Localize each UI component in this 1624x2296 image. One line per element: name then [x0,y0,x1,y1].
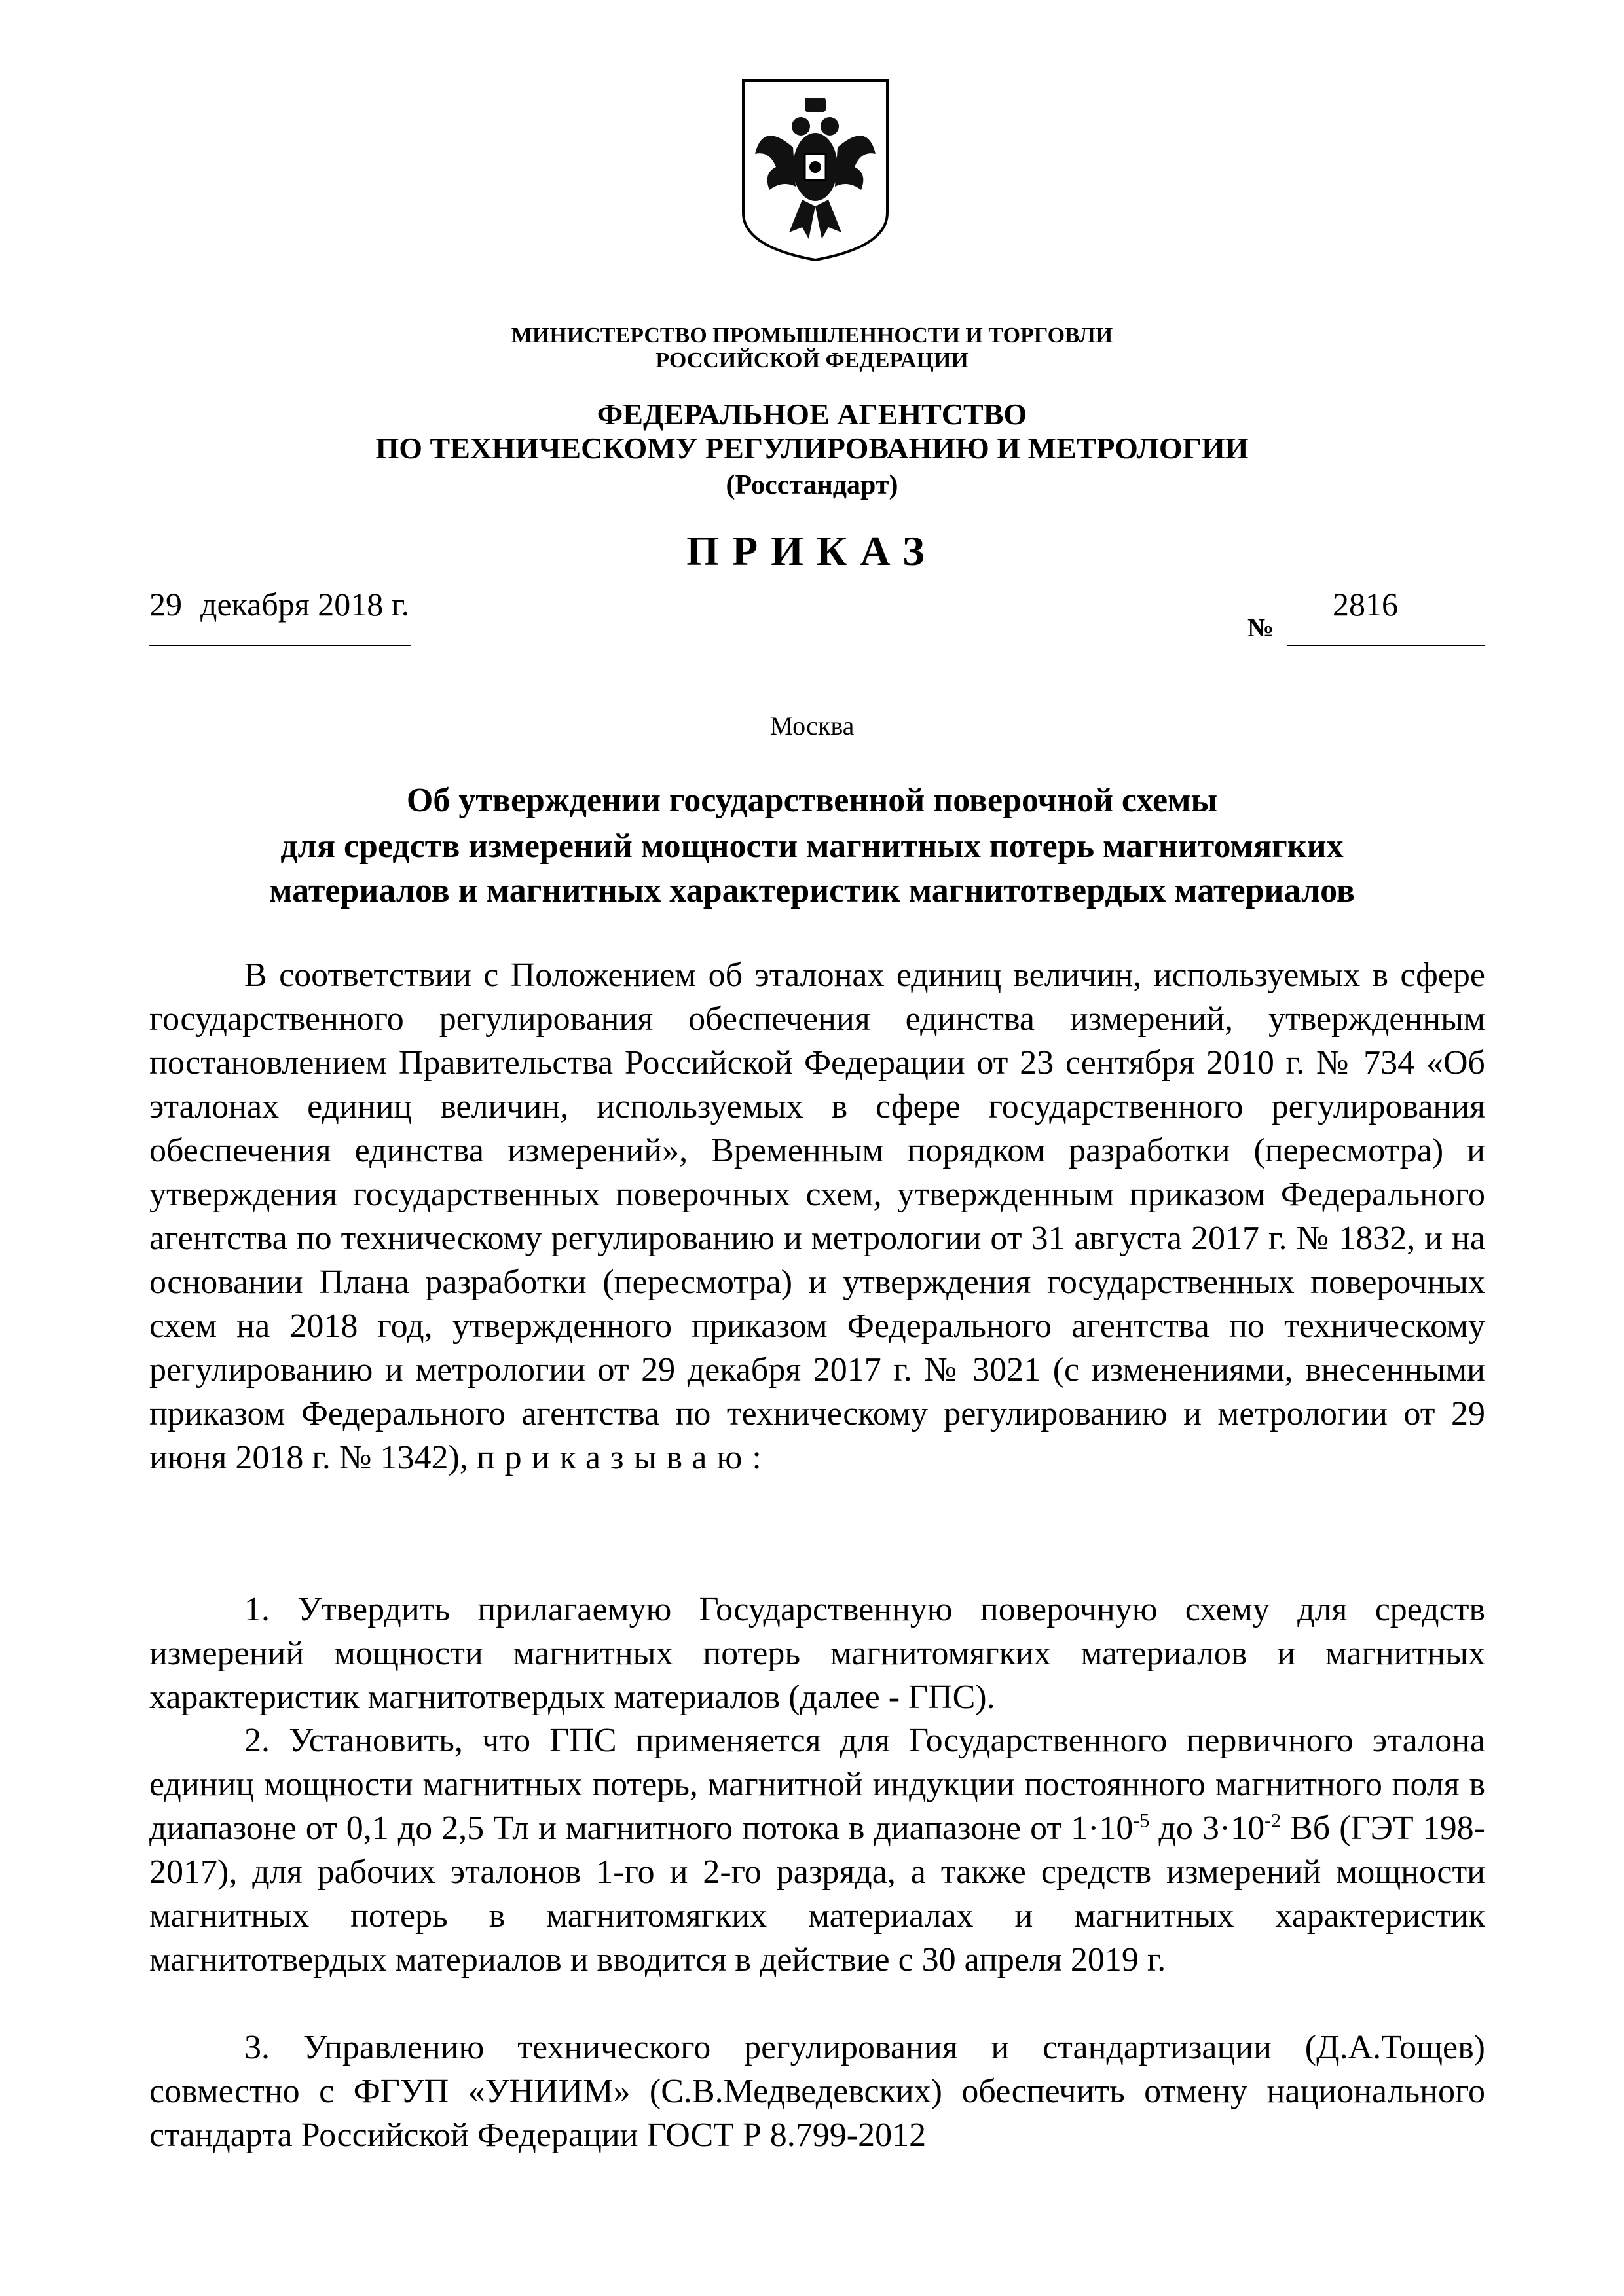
clause-3-text: 3. Управлению технического регулирования и стандартизации (Д.А.Тощев) совместно с ФГУП «УНИИМ» (С.В.Медведевских) обеспечить отмену национального стандарта Российской Федерации ГОСТ Р 8.799-2012 [149,2029,1485,2154]
clause-2-text-b: до 3·10 [1149,1810,1265,1847]
preamble-paragraph [149,953,1485,1480]
date-underline [149,645,411,646]
order-number: 2816 [1333,586,1398,623]
order-title-line3: материалов и магнитных характеристик магнитотвердых материалов [269,872,1355,909]
order-title-line2: для средств измерений мощности магнитных потерь магнитомягких [280,828,1344,865]
clause-2-text-a: 2. Установить, что ГПС применяется для Государственного первичного эталона единиц мощности магнитных потерь, магнитной индукции постоянного магнитного поля в диапазоне от 0,1 до 2,5 Тл и магнитного потока в диапазоне от 1·10 [149,1722,1485,1847]
coat-of-arms-emblem [737,75,894,265]
number-sign: № [1247,613,1274,642]
number-underline [1287,645,1485,646]
ministry-name-line2: РОССИЙСКОЙ ФЕДЕРАЦИИ [655,348,969,373]
clause-1-paragraph [149,1588,1485,1719]
clause-2-paragraph [149,1719,1485,1982]
document-type: ПРИКАЗ [686,528,938,574]
clause-2-exponent-2: -2 [1264,1810,1282,1832]
clause-2-exponent-1: -5 [1133,1810,1150,1832]
ministry-name-line1: МИНИСТЕРСТВО ПРОМЫШЛЕННОСТИ И ТОРГОВЛИ [511,323,1113,348]
agency-short-name: (Росстандарт) [726,470,898,500]
preamble-text: В соответствии с Положением об эталонах единиц величин, используемых в сфере государственного регулирования обеспечения единства измерений, утвержденным постановлением Правительства Российской Федерации от 23 сентября 2010 г. № 734 «Об эталонах единиц величин, используемых в сфере государственного регулирования обеспечения единства измерений», Временным порядком разработки (пересмотра) и утверждения государственных поверочных схем, утвержденным приказом Федерального агентства по техническому регулированию и метрологии от 31 августа 2017 г. № 1832, и на основании Плана разработки (пересмотра) и утверждения государственных поверочных схем на 2018 год, утвержденного приказом Федерального агентства по техническому регулированию и метрологии от 29 декабря 2017 г. № 3021 (с изменениями, внесенными приказом Федерального агентства по техническому регулированию и метрологии от 29 июня 2018 г. № 1342), [149,957,1485,1476]
agency-name-line1: ФЕДЕРАЛЬНОЕ АГЕНТСТВО [597,397,1027,431]
city: Москва [769,711,855,740]
clause-1-text: 1. Утвердить прилагаемую Государственную поверочную схему для средств измерений мощности магнитных потерь магнитомягких материалов и магнитных характеристик магнитотвердых материалов (далее - ГПС). [149,1591,1485,1716]
agency-name-line2: ПО ТЕХНИЧЕСКОМУ РЕГУЛИРОВАНИЮ И МЕТРОЛОГИИ [375,431,1249,465]
order-month-year: декабря 2018 г. [200,586,410,623]
order-date [149,585,428,624]
clause-2-text-c: Вб (ГЭТ 198-2017), для рабочих эталонов 1-го и 2-го разряда, а также средств измерений мощности магнитных потерь в магнитомягких материалах и магнитных характеристик магнитотвердых материалов и вводится в действие с 30 апреля 2019 г. [149,1810,1485,1978]
order-title-line1: Об утверждении государственной поверочной схемы [406,782,1218,819]
order-word: приказываю: [476,1439,771,1476]
clause-3-paragraph [149,2026,1485,2157]
order-day: 29 [149,586,182,623]
